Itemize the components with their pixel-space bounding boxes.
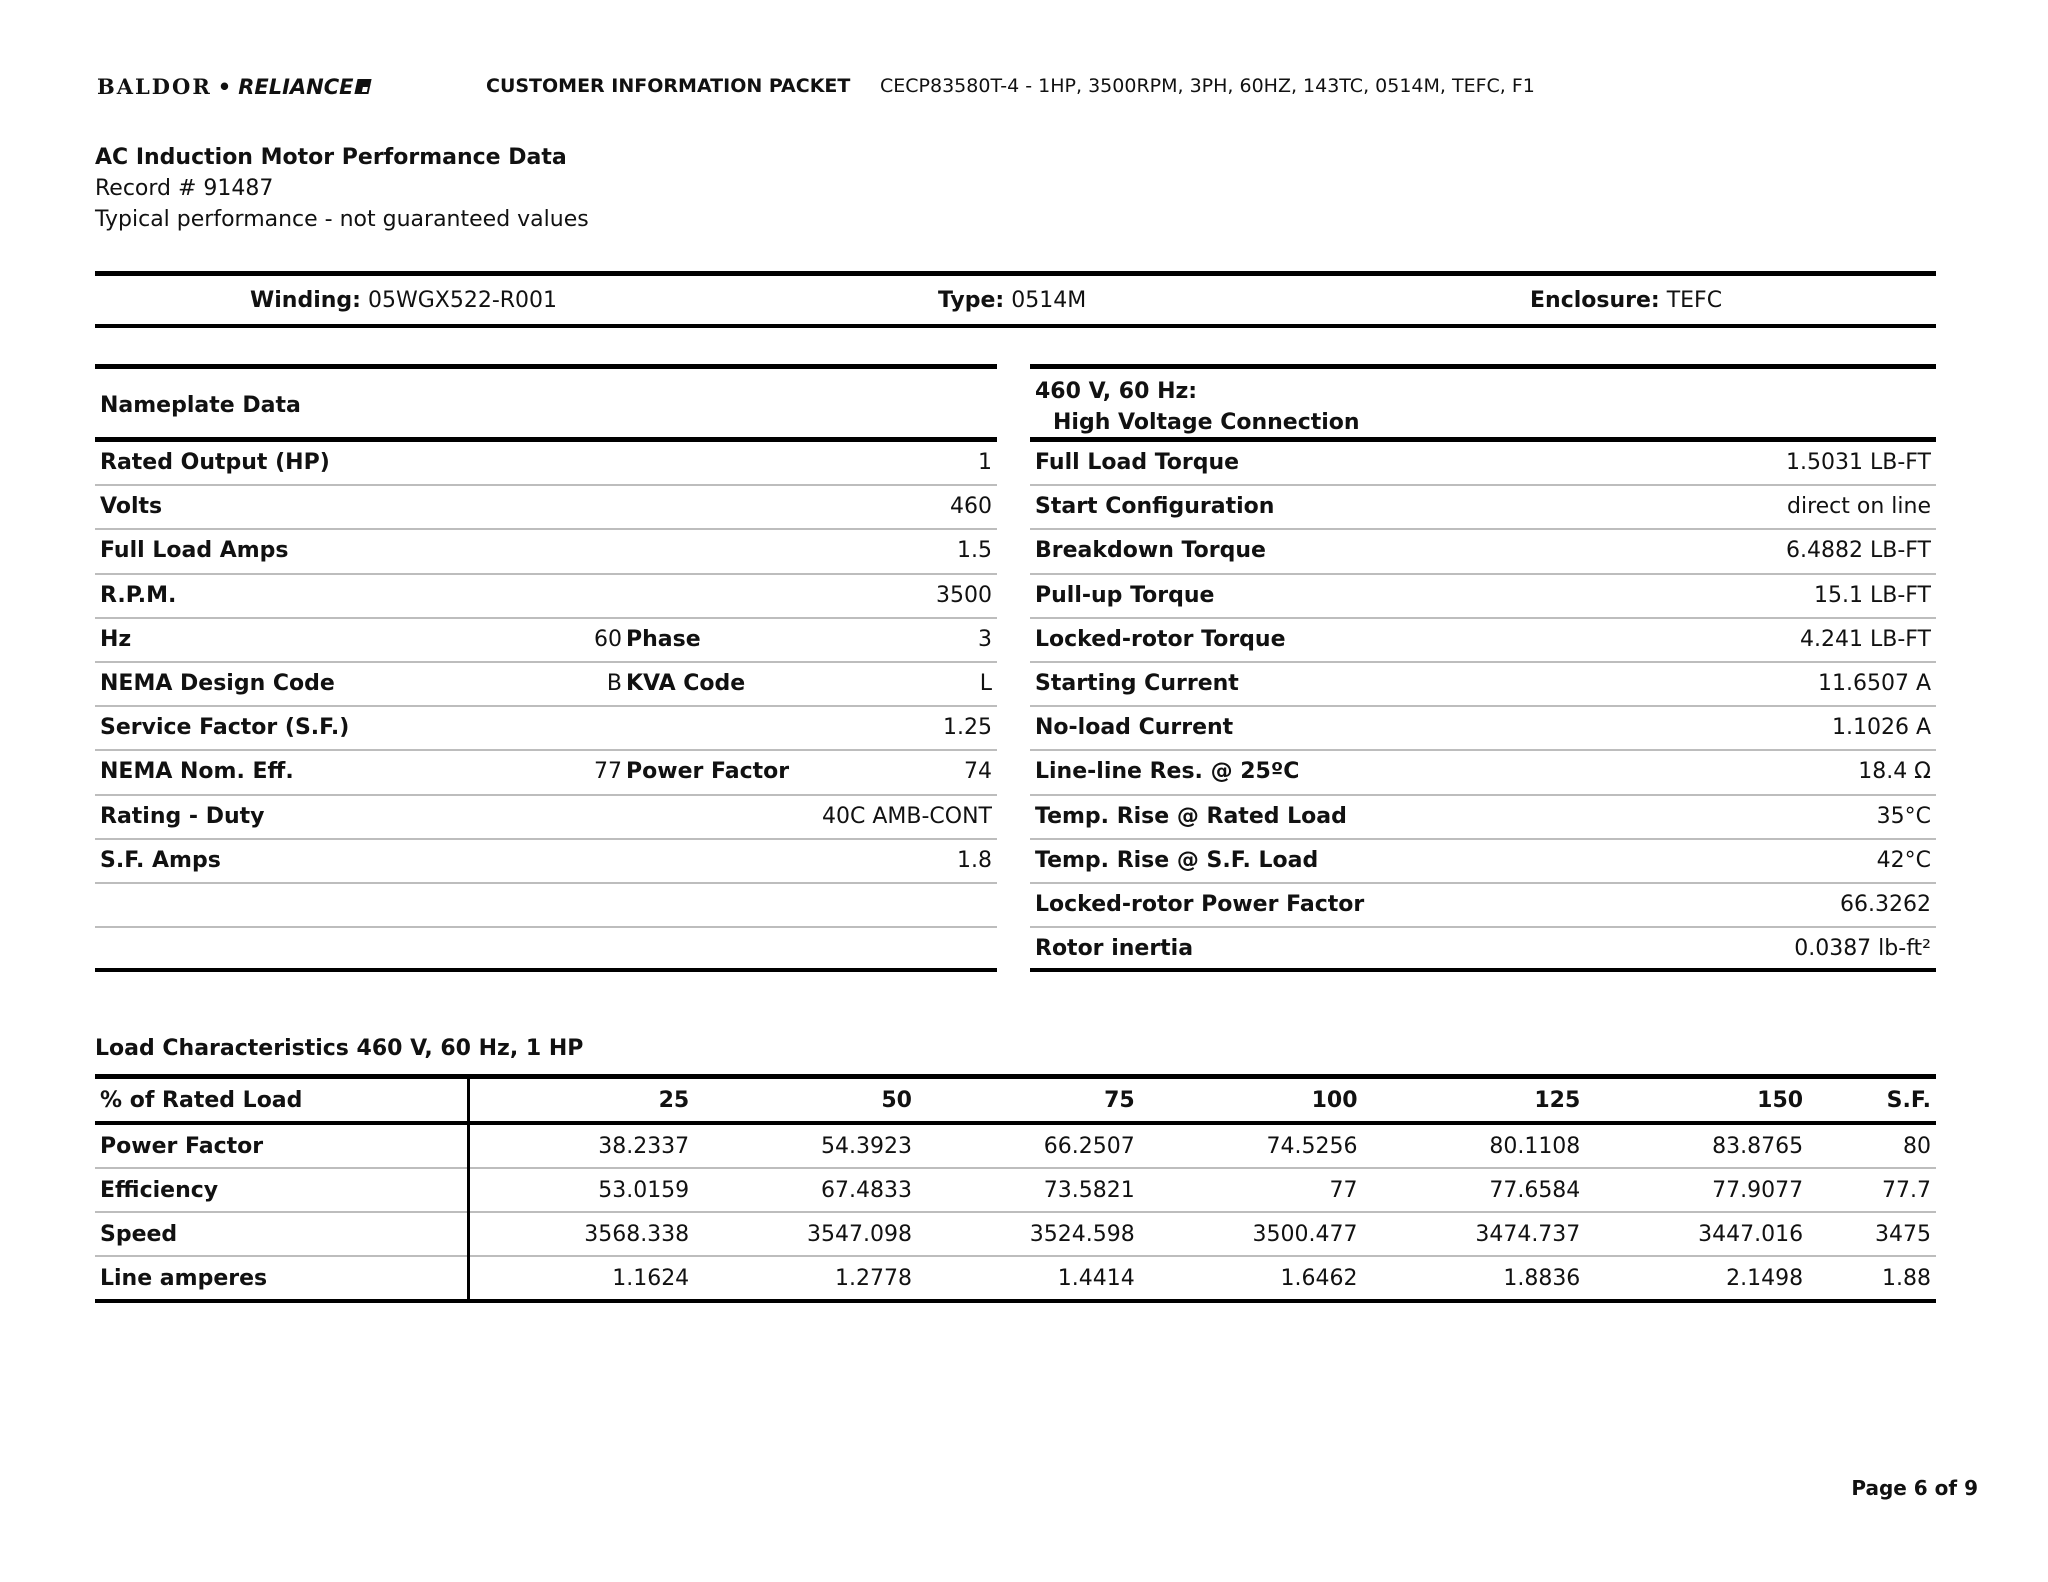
row-label: Rating - Duty [100,803,265,829]
row-value: 6.4882 LB-FT [1786,538,1931,564]
row-label: Volts [100,494,163,520]
row-value: 15.1 LB-FT [1814,582,1931,608]
winding-field [250,288,557,313]
enclosure-label: Enclosure: [1530,288,1660,313]
enclosure-value: TEFC [1666,288,1723,313]
nameplate-table [95,364,997,972]
cell: 3475 [1875,1221,1931,1247]
table-row [95,1256,1936,1301]
row-label: Power Factor [95,1123,469,1168]
table-row [1030,619,1936,663]
reliance-mark-icon [354,79,371,94]
row-value: 460 [950,494,992,520]
row-label: Locked-rotor Power Factor [1035,891,1365,917]
row-label: Pull-up Torque [1035,582,1215,608]
winding-value: 05WGX522-R001 [367,288,558,313]
row-label: S.F. Amps [100,847,221,873]
winding-info-bar [95,271,1936,328]
nameplate-title: Nameplate Data [100,393,301,418]
table-row-empty [95,884,997,928]
packet-title: CUSTOMER INFORMATION PACKET [486,75,851,97]
row-label: Speed [95,1212,469,1256]
row-label: Line-line Res. @ 25ºC [1035,759,1300,785]
cell: 80.1108 [1489,1133,1581,1159]
cell: 54.3923 [820,1133,912,1159]
table-row [95,663,997,707]
row-value: 1.1026 A [1831,715,1931,741]
column-header: 125 [1534,1087,1581,1113]
disclaimer-note: Typical performance - not guaranteed values [95,207,589,232]
row-label: Full Load Torque [1035,450,1240,475]
cell: 1.4414 [1057,1265,1135,1291]
table-row [95,1168,1936,1212]
table-row [1030,486,1936,530]
cell: 3547.098 [806,1221,912,1247]
row-label: Full Load Amps [100,538,289,564]
divider [95,324,1936,328]
row-value: 1.8 [957,847,992,873]
brand-reliance: RELIANCE [238,74,354,99]
brand-logo [97,74,370,99]
row-value: 11.6507 A [1817,670,1931,696]
page-number: Page 6 of 9 [1851,1476,1978,1500]
row-value: 3500 [936,582,992,608]
winding-label: Winding: [250,288,361,313]
column-header: 100 [1311,1087,1358,1113]
record-number: Record # 91487 [95,176,274,201]
row-value: 0.0387 lb-ft² [1794,936,1931,962]
table-row [1030,928,1936,972]
cell: 74.5256 [1266,1133,1358,1159]
row-value: 1.5 [957,538,992,564]
type-field [938,288,1086,313]
cell: 77.9077 [1712,1177,1804,1203]
table-row [95,486,997,530]
load-characteristics-table [95,1074,1936,1303]
cell: 3568.338 [584,1221,690,1247]
cell: 1.8836 [1503,1265,1581,1291]
row-label: Rotor inertia [1035,936,1194,962]
enclosure-field [1530,288,1722,313]
row-value: 1.5031 LB-FT [1786,450,1931,475]
column-header: 50 [881,1087,912,1113]
table-header-row [95,1077,1936,1124]
table-row [1030,751,1936,795]
table-row [95,530,997,574]
nameplate-header [95,364,997,442]
type-value: 0514M [1011,288,1087,313]
table-row [95,442,997,486]
column-header: 150 [1757,1087,1804,1113]
row-label: Temp. Rise @ Rated Load [1035,803,1347,829]
row-value: 40C AMB-CONT [822,803,992,829]
cell: 83.8765 [1712,1133,1804,1159]
row-label: Starting Current [1035,670,1239,696]
cell: 73.5821 [1043,1177,1135,1203]
row-label: Start Configuration [1035,494,1275,520]
column-header: 75 [1104,1087,1135,1113]
row-mid-value: 60 [594,626,622,652]
cell: 1.1624 [612,1265,690,1291]
type-label: Type: [938,288,1005,313]
cell: 77.7 [1882,1177,1931,1203]
row-label: Efficiency [95,1168,469,1212]
table-row [95,840,997,884]
table-row [1030,442,1936,486]
row-label: Rated Output (HP) [100,450,330,475]
row-value: 66.3262 [1840,891,1931,917]
model-description: CECP83580T-4 - 1HP, 3500RPM, 3PH, 60HZ, 143TC, 0514M, TEFC, F1 [880,75,1535,97]
row-label: Locked-rotor Torque [1035,626,1286,652]
cell: 3447.016 [1698,1221,1804,1247]
cell: 3524.598 [1029,1221,1135,1247]
row-mid-label: Phase [626,626,701,652]
cell: 2.1498 [1726,1265,1804,1291]
table-row [95,796,997,840]
cell: 1.2778 [834,1265,912,1291]
load-characteristics-title: Load Characteristics 460 V, 60 Hz, 1 HP [95,1036,584,1061]
table-row [1030,663,1936,707]
column-header: % of Rated Load [95,1077,469,1124]
row-value: 1.25 [943,715,992,741]
row-value: 4.241 LB-FT [1800,626,1931,652]
row-value: 3 [978,626,992,652]
row-value: 1 [978,450,992,475]
row-mid-label: Power Factor [626,759,790,785]
connection-title-line1: 460 V, 60 Hz: [1035,379,1198,404]
table-row [95,1123,1936,1168]
row-value: 42°C [1876,847,1931,873]
connection-header [1030,364,1936,442]
row-label: No-load Current [1035,715,1234,741]
table-row [95,707,997,751]
connection-title-line2: High Voltage Connection [1053,410,1360,435]
cell: 38.2337 [598,1133,690,1159]
brand-separator: • [217,74,233,99]
table-row-empty [95,928,997,972]
row-value: direct on line [1787,494,1931,520]
document-title: AC Induction Motor Performance Data [95,145,567,170]
table-row [1030,796,1936,840]
row-mid-value: 77 [594,759,622,785]
cell: 77 [1329,1177,1358,1203]
table-row [95,575,997,619]
table-row [95,751,997,795]
cell: 80 [1903,1133,1931,1159]
table-row [95,619,997,663]
column-header: S.F. [1886,1087,1931,1113]
row-label: Hz [100,626,132,652]
connection-table [1030,364,1936,972]
cell: 77.6584 [1489,1177,1581,1203]
table-row [95,1212,1936,1256]
table-row [1030,575,1936,619]
brand-baldor: BALDOR [97,74,212,99]
cell: 1.6462 [1280,1265,1358,1291]
document-title-block [95,142,589,235]
divider [95,271,1936,276]
cell: 66.2507 [1043,1133,1135,1159]
row-value: 18.4 Ω [1858,759,1931,785]
row-label: NEMA Design Code [100,670,335,696]
cell: 53.0159 [598,1177,690,1203]
row-label: Line amperes [95,1256,469,1301]
row-label: NEMA Nom. Eff. [100,759,294,785]
row-label: R.P.M. [100,582,177,608]
row-value: 35°C [1876,803,1931,829]
row-value: 74 [964,759,992,785]
cell: 3474.737 [1475,1221,1581,1247]
row-mid-value: B [606,670,622,696]
cell: 67.4833 [820,1177,912,1203]
table-row [1030,707,1936,751]
row-label: Service Factor (S.F.) [100,715,350,741]
table-row [1030,840,1936,884]
row-label: Breakdown Torque [1035,538,1266,564]
cell: 3500.477 [1252,1221,1358,1247]
cell: 1.88 [1882,1265,1931,1291]
row-mid-label: KVA Code [626,670,746,696]
table-row [1030,884,1936,928]
table-row [1030,530,1936,574]
column-header: 25 [658,1087,690,1113]
row-value: L [979,670,992,696]
row-label: Temp. Rise @ S.F. Load [1035,847,1319,873]
